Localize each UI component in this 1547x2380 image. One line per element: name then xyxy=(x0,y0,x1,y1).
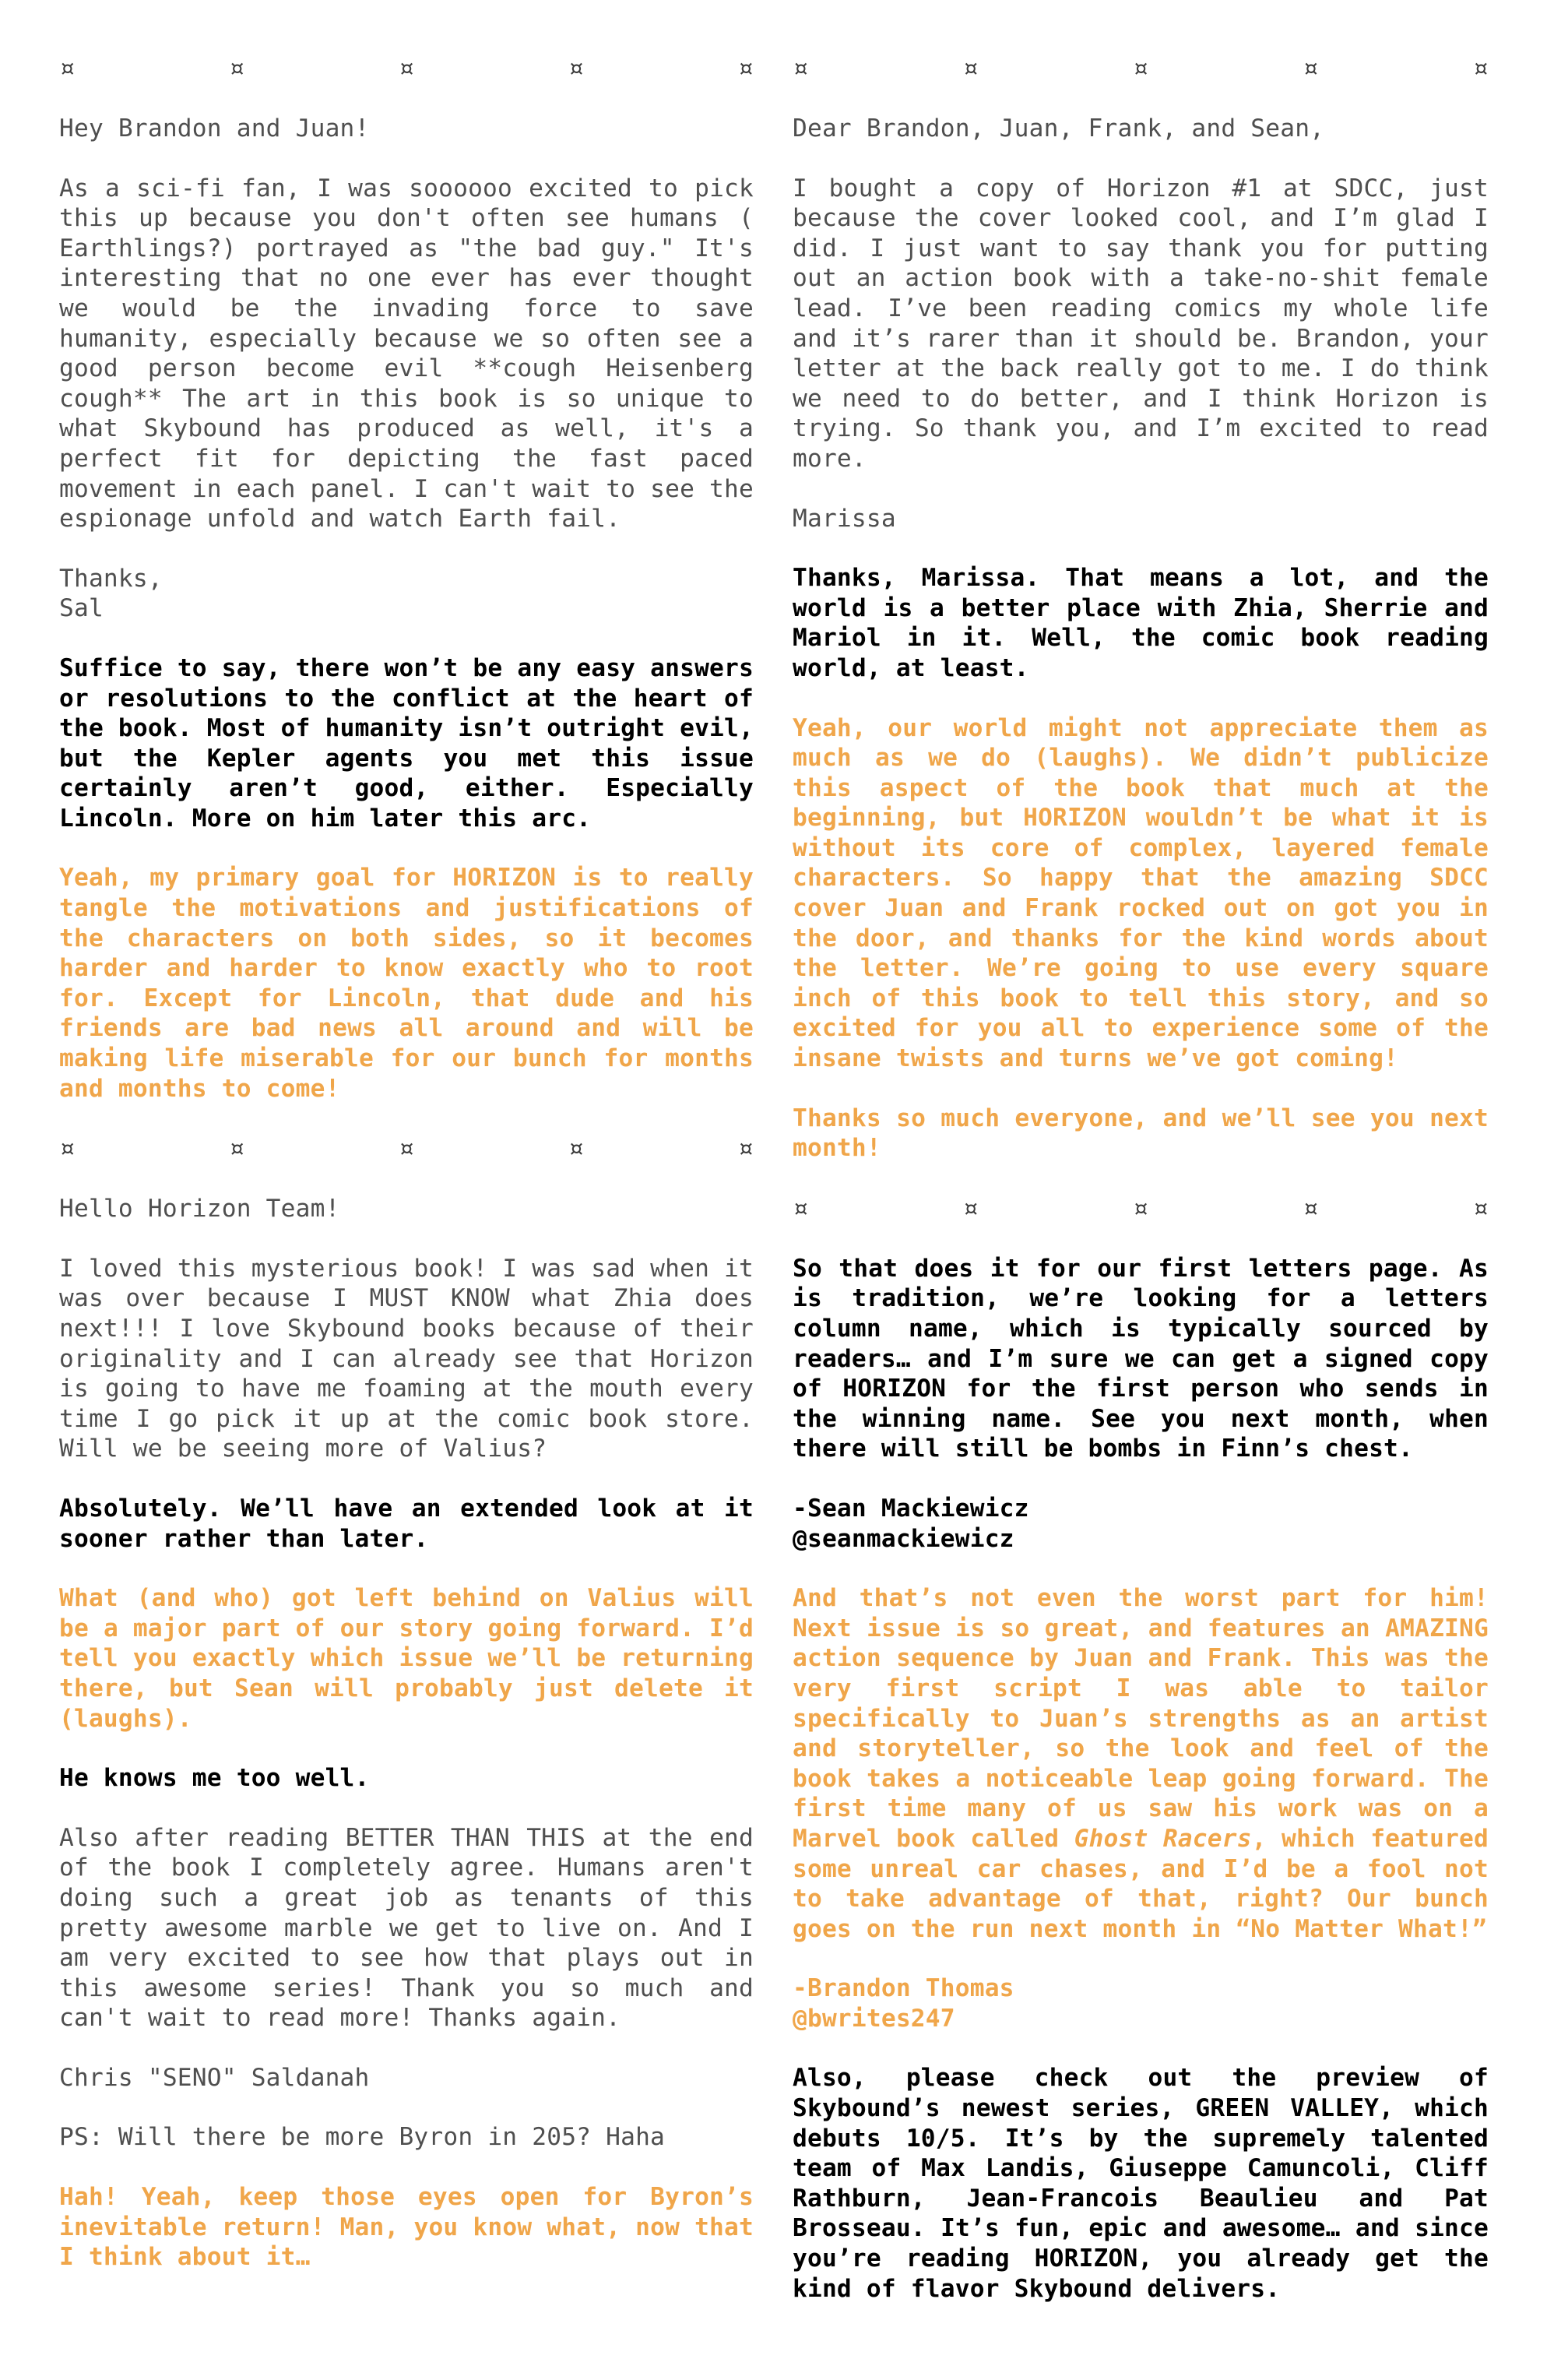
editor-reply: Absolutely. We’ll have an extended look at it sooner rather than later. xyxy=(59,1494,754,1553)
editor-signature: -Sean Mackiewicz @seanmackiewicz xyxy=(793,1494,1029,1553)
divider-glyph: ¤ xyxy=(398,1133,415,1165)
editor-final-note: Also, please check out the preview of Skybound’s newest series, GREEN VALLEY, which debuts 10/5. It’s by the supremely talented team of Max Landis, Giuseppe Camuncoli, Cliff Rathburn, Jean-Francois Beaulieu and Pat Brosseau. It’s fun, epic and awesome… and since you’re reading HORIZON, you already get the kind of flavor Skybound delivers. xyxy=(793,2064,1489,2303)
divider-glyph: ¤ xyxy=(737,1133,754,1165)
editor-reply: He knows me too well. xyxy=(59,1764,370,1793)
writer-reply: Thanks so much everyone, and we’ll see you next month! xyxy=(793,1104,1489,1163)
divider-glyph: ¤ xyxy=(1472,1192,1489,1224)
letter-body: I loved this mysterious book! I was sad when it was over because I MUST KNOW what Zhia does next!!! I love Skybound books because of their originality and I can already see that Horizon is going to have me foaming at the mouth every time I go pick it up at the comic book store. Will we be seeing more of Valius? xyxy=(59,1254,754,1463)
divider-glyph: ¤ xyxy=(1132,1192,1149,1224)
divider-glyph: ¤ xyxy=(228,1133,245,1165)
letter-greeting: Hey Brandon and Juan! xyxy=(59,114,370,143)
section-divider xyxy=(59,1133,754,1164)
writer-signature: -Brandon Thomas @bwrites247 xyxy=(793,1974,1014,2033)
divider-glyph: ¤ xyxy=(59,1133,76,1165)
divider-glyph: ¤ xyxy=(568,1133,585,1165)
section-divider xyxy=(59,53,754,84)
letter-signoff: Chris "SENO" Saldanah xyxy=(59,2063,370,2092)
writer-reply: Yeah, my primary goal for HORIZON is to really tangle the motivations and justifications of the characters on both sides, so it becomes harder and harder to know exactly who to root for. Except for Lincoln, that dude and his friends are bad news all around and will be making life miserable for our bunch for months and months to come! xyxy=(59,864,754,1103)
right-column xyxy=(793,53,1489,2333)
divider-glyph: ¤ xyxy=(962,1192,979,1224)
writer-closing-text: , which featured some unreal car chases, and I’d be a fool not to take advantage of that, right? Our bunch goes on the run next month in “No Matter What!” xyxy=(793,1824,1489,1943)
divider-glyph: ¤ xyxy=(1132,53,1149,84)
divider-glyph: ¤ xyxy=(398,53,415,84)
book-title: Ghost Racers xyxy=(1074,1824,1252,1853)
divider-glyph: ¤ xyxy=(1303,1192,1319,1224)
letter-greeting: Hello Horizon Team! xyxy=(59,1195,340,1223)
editor-reply: Thanks, Marissa. That means a lot, and the world is a better place with Zhia, Sherrie and Mariol in it. Well, the comic book reading world, at least. xyxy=(793,564,1489,682)
divider-glyph: ¤ xyxy=(737,53,754,84)
letter-greeting: Dear Brandon, Juan, Frank, and Sean, xyxy=(793,114,1325,143)
letter-postscript: PS: Will there be more Byron in 205? Haha xyxy=(59,2123,666,2152)
divider-glyph: ¤ xyxy=(1303,53,1319,84)
writer-closing xyxy=(793,1583,1489,1944)
editor-reply: Suffice to say, there won’t be any easy answers or resolutions to the conflict at the heart of the book. Most of humanity isn’t outright evil, but the Kepler agents you met this issue certainly aren’t good, either. Especially Lincoln. More on him later this arc. xyxy=(59,653,754,833)
left-column xyxy=(59,53,754,2302)
letter-body: As a sci-fi fan, I was soooooo excited to pick this up because you don't often see humans ( Earthlings?) portrayed as "the bad guy." It's interesting that no one ever has ever thought we would be the invading force to save humanity, especially because we so often see a good person become evil **cough Heisenberg cough** The art in this book is so unique to what Skybound has produced as well, it's a perfect fit for depicting the fast paced movement in each panel. I can't wait to see the espionage unfold and watch Earth fail. xyxy=(59,174,754,533)
divider-glyph: ¤ xyxy=(793,1192,809,1224)
divider-glyph: ¤ xyxy=(1472,53,1489,84)
divider-glyph: ¤ xyxy=(59,53,76,84)
letter-body: I bought a copy of Horizon #1 at SDCC, just because the cover looked cool, and I’m glad I did. I just want to say thank you for putting out an action book with a take-no-shit female lead. I’ve been reading comics my whole life and it’s rarer than it should be. Brandon, your letter at the back really got to me. I do think we need to do better, and I think Horizon is trying. So thank you, and I’m excited to read more. xyxy=(793,174,1489,473)
writer-closing-text: And that’s not even the worst part for him! Next issue is so great, and features an AMAZING action sequence by Juan and Frank. This was the very first script I was able to tailor specifically to Juan’s strengths as an artist and storyteller, so the look and feel of the book takes a noticeable leap going forward. The first time many of us saw his work was on a Marvel book called xyxy=(793,1584,1489,1853)
letter-body: Also after reading BETTER THAN THIS at the end of the book I completely agree. Humans aren't doing such a great job as tenants of this pretty awesome marble we get to live on. And I am very excited to see how that plays out in this awesome series! Thank you so much and can't wait to read more! Thanks again. xyxy=(59,1823,754,2033)
divider-glyph: ¤ xyxy=(568,53,585,84)
section-divider xyxy=(793,1193,1489,1224)
writer-reply: What (and who) got left behind on Valius will be a major part of our story going forward. I’d tell you exactly which issue we’ll be returning there, but Sean will probably just delete it (laughs). xyxy=(59,1584,754,1733)
letter-signoff: Thanks, Sal xyxy=(59,564,163,623)
writer-reply: Hah! Yeah, keep those eyes open for Byron’s inevitable return! Man, you know what, now that I think about it… xyxy=(59,2183,754,2272)
letter-signoff: Marissa xyxy=(793,504,896,533)
editor-closing: So that does it for our first letters page. As is tradition, we’re looking for a letters column name, which is typically sourced by readers… and I’m sure we can get a signed copy of HORIZON for the first person who sends in the winning name. See you next month, when there will still be bombs in Finn’s chest. xyxy=(793,1254,1489,1463)
writer-reply: Yeah, our world might not appreciate them as much as we do (laughs). We didn’t publicize this aspect of the book that much at the beginning, but HORIZON wouldn’t be what it is without its core of complex, layered female characters. So happy that the amazing SDCC cover Juan and Frank rocked out on got you in the door, and thanks for the kind words about the letter. We’re going to use every square inch of this book to tell this story, and so excited for you all to experience some of the insane twists and turns we’ve got coming! xyxy=(793,713,1489,1073)
section-divider xyxy=(793,53,1489,84)
divider-glyph: ¤ xyxy=(228,53,245,84)
divider-glyph: ¤ xyxy=(793,53,809,84)
divider-glyph: ¤ xyxy=(962,53,979,84)
